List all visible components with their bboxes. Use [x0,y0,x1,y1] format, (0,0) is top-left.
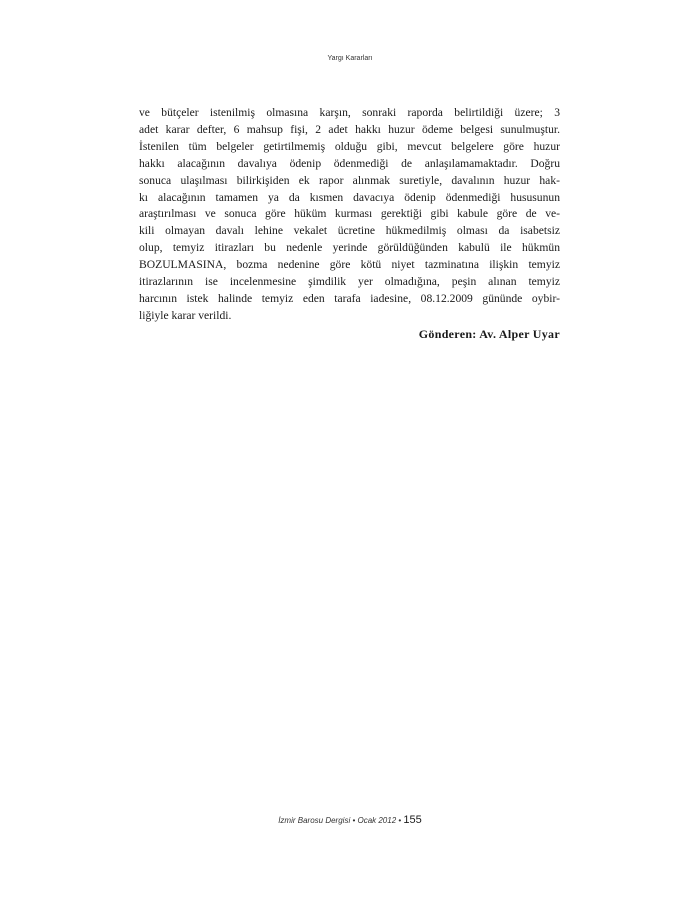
sender-signature: Gönderen: Av. Alper Uyar [418,327,560,341]
text-line: BOZULMASINA, bozma nedenine göre kötü niyet tazminatına ilişkin temyiz [139,258,560,272]
text-line: hakkı alacağının davalıya ödenip ödenmediği de anlaşılamamaktadır. Doğru [139,156,560,170]
page-footer [0,814,700,826]
text-line: harcının istek halinde temyiz eden tarafa iadesine, 08.12.2009 gününde oybir- [139,291,560,305]
running-header: Yargı Kararları [327,55,373,62]
text-line: adet karar defter, 6 mahsup fişi, 2 adet hakkı huzur ödeme belgesi sunulmuştur. [139,122,560,136]
text-line: olup, temyiz itirazları bu nedenle yerinde görüldüğünden kabulü ile hükmün [139,241,560,255]
journal-name: İzmir Barosu Dergisi • Ocak 2012 • [278,816,402,825]
text-line: ve bütçeler istenilmiş olmasına karşın, sonraki raporda belirtildiği üzere; 3 [139,106,560,119]
page-number: 155 [403,814,422,826]
text-line: sonuca ulaşılması bilirkişiden ek rapor alınmak suretiyle, davalının huzur hak- [139,173,560,187]
text-line: itirazlarının ise incelenmesine şimdilik yer olmadığına, peşin alınan temyiz [139,275,560,289]
text-line: araştırılması ve sonuca göre hüküm kurması gerektiği gibi kabule göre de ve- [139,207,560,221]
text-line: İstenilen tüm belgeler getirtilmemiş olduğu gibi, mevcut belgelere göre huzur [139,139,560,153]
decision-text [139,105,560,325]
text-line: kı alacağının tamamen ya da kısmen davacıya ödenip ödenmediği hususunun [139,190,560,204]
text-line: liğiyle karar verildi. [139,308,232,322]
text-line: kili olmayan davalı lehine vekalet ücretine hükmedilmiş olması da isabetsiz [139,224,560,238]
